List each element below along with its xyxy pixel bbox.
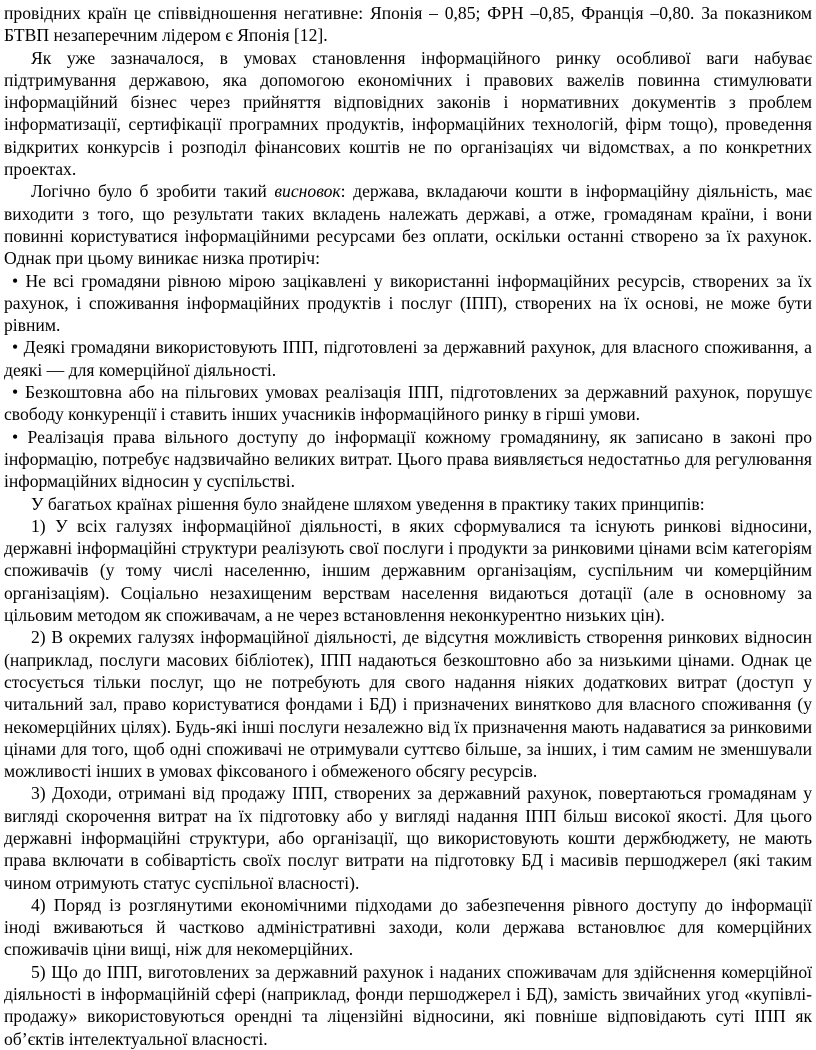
bullet-item-free-distribution: • Безкоштовна або на пільгових умовах реалізація ІПП, підготовлених за державний рахунок, порушує свободу конкуренції і ставить інших учасників інформаційного ринку в гірші умови.	[4, 382, 812, 425]
principle-4-administrative-measures: 4) Поряд із розглянутими економічними підходами до забезпечення рівного доступу до інформації іноді вживаються й частково адміністративні заходи, коли держава встановлює для комерційних споживачів ціни вищі, ніж для некомерційних.	[4, 894, 812, 960]
paragraph-state-support: Як уже зазначалося, в умовах становлення інформаційного ринку особливої ваги набуває підтримування державою, яка допомогою економічних і правових важелів повинна стимулювати інформаційний бізнес через прийняття відповідних законів і нормативних документів з проблем інформатизації, сертифікації програмних продуктів, інформаційних технологій, фірм тощо), проведення відкритих конкурсів і розподіл фінансових коштів не по організаціях чи відомствах, а по конкретних проектах.	[4, 47, 812, 180]
paragraph-conclusion	[4, 180, 812, 269]
conclusion-emphasis: висновок	[274, 181, 341, 202]
bullet-item-commercial-use: • Деякі громадяни використовують ІПП, підготовлені за державний рахунок, для власного споживання, а деякі — для комерційної діяльності.	[4, 337, 812, 380]
conclusion-rest-text: : держава, вкладаючи кошти в інформаційну діяльність, має виходити з того, що результати таких вкладень належать державі, а отже, громадянам країни, і вони повинні користуватися інформаційними ресурсами без оплати, оскільки останні створено за їх рахунок. Однак при цьому виникає низка протиріч:	[4, 181, 813, 269]
principle-5-licensing: 5) Що до ІПП, виготовлених за державний рахунок і наданих споживачам для здійснення комерційної діяльності в інформаційній сфері (наприклад, фонди першоджерел і БД), замість звичайних угод «купівлі-продажу» використовуються орендні та ліцензійні відносини, які повніше відповідають суті ІПП як об’єктів інтелектуальної власності.	[4, 961, 812, 1049]
principle-2-free-services: 2) В окремих галузях інформаційної діяльності, де відсутня можливість створення ринкових відносин (наприклад, послуги масових бібліотек), ІПП надаються безкоштовно або за низькими цінами. Однак це стосується тільки послуг, що не потребують для свого надання ніяких додаткових витрат (доступ у читальний зал, право користуватися фондами і БД) і призначених винятково для власного споживання (у некомерційних цілях). Будь-які інші послуги незалежно від їх призначення мають надаватися за ринковими цінами для того, щоб одні споживачі не отримували суттєво більше, за інших, і тим самим не зменшували можливості інших в умовах фіксованого і обмеженого обсягу ресурсів.	[4, 627, 812, 782]
paragraph-principles-intro: У багатьох країнах рішення було знайдене шляхом уведення в практику таких принципів:	[31, 493, 705, 514]
conclusion-lead-text: Логічно було б зробити такий	[31, 181, 275, 202]
principle-3-revenue-return: 3) Доходи, отримані від продажу ІПП, створених за державний рахунок, повертаються громадянам у вигляді скорочення витрат на їх підготовку або у вигляді надання ІПП більш високої якості. Для цього державні інформаційні структури, або організації, що використовують кошти держбюджету, не мають права включати в собівартість своїх послуг витрати на підготовку БД і масивів першоджерел (які таким чином отримують статус суспільної власності).	[4, 783, 812, 893]
paragraph-intro-continuation: провідних країн це співвідношення негативне: Японія – 0,85; ФРН –0,85, Франція –0,80. За показником БТВП незаперечним лідером є Японія [12].	[4, 3, 812, 46]
bullet-item-unequal-interest: • Не всі громадяни рівною мірою зацікавлені у використанні інформаційних ресурсів, створених за їх рахунок, і споживання інформаційних продуктів і послуг (ІПП), створених на їх основі, не може бути рівним.	[4, 270, 812, 336]
bullet-item-free-access-right: • Реалізація права вільного доступу до інформації кожному громадянину, як записано в законі про інформацію, потребує надзвичайно великих витрат. Цього права виявляється недостатньо для регулювання інформаційних відносин у суспільстві.	[4, 426, 812, 492]
principle-1-market-prices: 1) У всіх галузях інформаційної діяльності, в яких сформувалися та існують ринкові відносини, державні інформаційні структури реалізують свої послуги і продукти за ринковими цінами всім категоріям споживачів (у тому числі населенню, іншим державним організаціям, суспільним чи комерційним організаціям). Соціально незахищеним верствам населення видаються дотації (але в основному за цільовим методом як споживачам, а не через встановлення неконкурентно низьких цін).	[4, 515, 812, 626]
